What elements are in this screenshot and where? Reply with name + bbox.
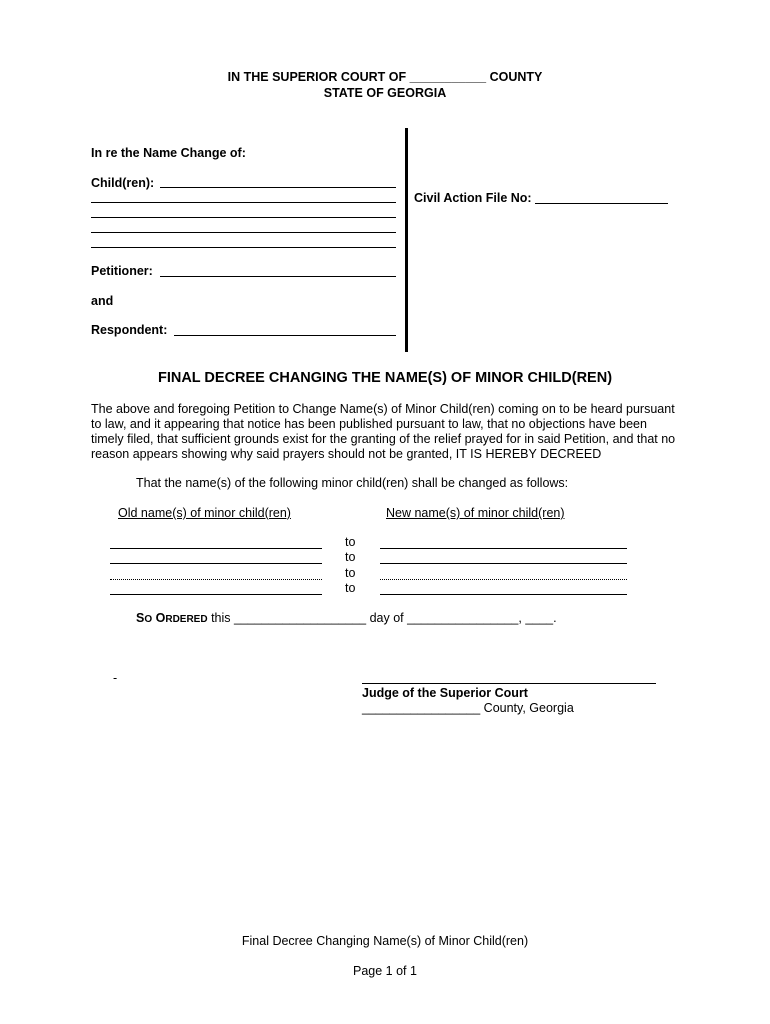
old-name-line-4[interactable] — [110, 594, 322, 595]
to-word-2: to — [345, 550, 356, 564]
new-name-line-1[interactable] — [380, 548, 627, 549]
and-label: and — [91, 294, 114, 308]
changed-as-follows: That the name(s) of the following minor child(ren) shall be changed as follows: — [136, 476, 569, 490]
year-blank[interactable]: ____ — [525, 611, 554, 625]
in-re-label: In re the Name Change of: — [91, 146, 246, 160]
footer-page-number: Page 1 of 1 — [353, 964, 417, 978]
comma: , — [518, 611, 522, 625]
to-word-3: to — [345, 566, 356, 580]
so-ordered-line — [136, 611, 557, 625]
paragraph-line-4: reason appears showing why said prayers should not be granted, IT IS HEREBY DECREED — [91, 447, 602, 461]
new-name-line-4[interactable] — [380, 594, 627, 595]
new-name-line-3[interactable] — [380, 579, 627, 580]
court-prefix: IN THE SUPERIOR COURT OF — [227, 70, 407, 84]
footer-form-title: Final Decree Changing Name(s) of Minor Child(ren) — [241, 934, 529, 948]
children-label: Child(ren): — [91, 176, 155, 190]
court-suffix: COUNTY — [489, 70, 543, 84]
respondent-line[interactable] — [174, 335, 396, 336]
this-word: this — [211, 611, 231, 625]
child-name-line-1[interactable] — [160, 187, 396, 188]
month-blank[interactable]: ________________ — [407, 611, 519, 625]
county-blank: ___________ — [409, 70, 487, 84]
new-names-header: New name(s) of minor child(ren) — [386, 506, 565, 520]
old-names-header: Old name(s) of minor child(ren) — [118, 506, 291, 520]
respondent-label: Respondent: — [91, 323, 168, 337]
petitioner-label: Petitioner: — [91, 264, 153, 278]
old-name-line-3[interactable] — [110, 579, 322, 580]
judge-county-line — [362, 701, 574, 715]
petitioner-line[interactable] — [160, 276, 396, 277]
judge-county-blank[interactable]: _________________ — [362, 701, 481, 715]
paragraph-line-3: timely filed, that sufficient grounds exist for the granting of the relief prayed for in said Petition, and that no — [91, 432, 676, 446]
day-of-word: day of — [369, 611, 404, 625]
civil-action-line[interactable] — [535, 203, 668, 204]
to-word-4: to — [345, 581, 356, 595]
day-blank[interactable]: ___________________ — [234, 611, 367, 625]
child-name-line-5[interactable] — [91, 247, 396, 248]
judge-county-suffix: County, Georgia — [483, 701, 574, 715]
child-name-line-2[interactable] — [91, 202, 396, 203]
child-name-line-3[interactable] — [91, 217, 396, 218]
signature-dash: - — [113, 671, 118, 685]
child-name-line-4[interactable] — [91, 232, 396, 233]
paragraph-line-1: The above and foregoing Petition to Change Name(s) of Minor Child(ren) coming on to be heard pursuant — [91, 402, 675, 416]
old-name-line-2[interactable] — [110, 563, 322, 564]
judge-title: Judge of the Superior Court — [362, 686, 528, 700]
old-name-line-1[interactable] — [110, 548, 322, 549]
judge-signature-line[interactable] — [362, 683, 656, 684]
civil-action-label: Civil Action File No: — [414, 191, 532, 205]
caption-divider — [405, 128, 408, 352]
decree-paragraph — [91, 402, 691, 462]
new-name-line-2[interactable] — [380, 563, 627, 564]
decree-title: FINAL DECREE CHANGING THE NAME(S) OF MINOR CHILD(REN) — [157, 370, 613, 386]
paragraph-line-2: to law, and it appearing that notice has been published pursuant to law, that no objections have been — [91, 417, 647, 431]
so-ordered-label: SO ORDERED — [136, 611, 208, 625]
state-heading: STATE OF GEORGIA — [323, 86, 447, 100]
period: . — [553, 611, 557, 625]
to-word-1: to — [345, 535, 356, 549]
court-heading — [0, 70, 770, 84]
